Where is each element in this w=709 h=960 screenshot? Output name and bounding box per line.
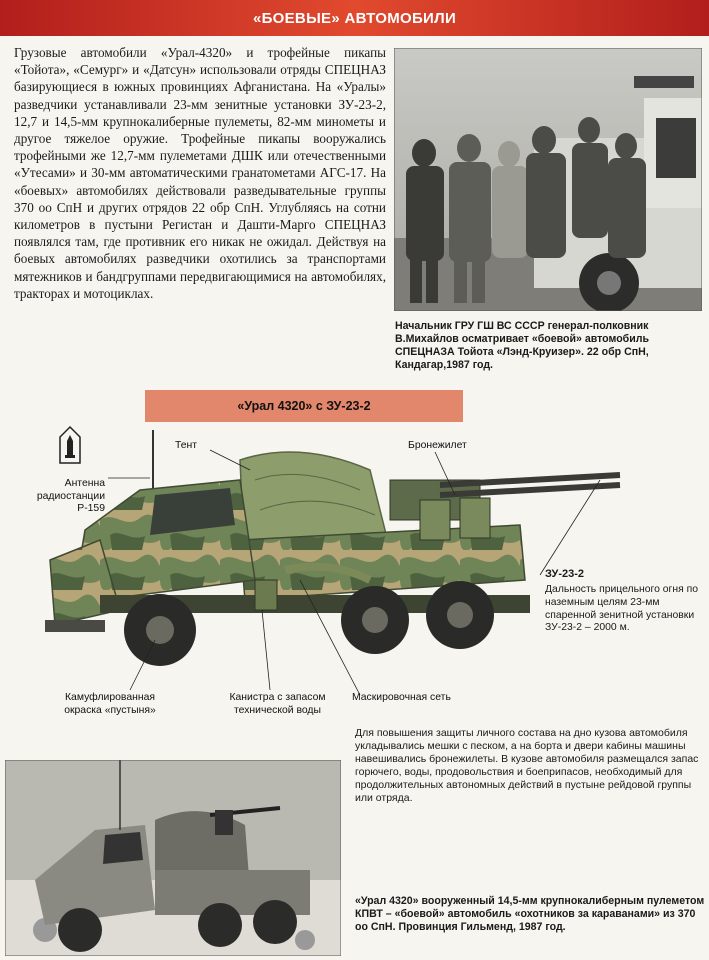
page-title: «БОЕВЫЕ» АВТОМОБИЛИ bbox=[252, 9, 457, 27]
label-tent: Тент bbox=[175, 440, 198, 451]
photo1-caption: Начальник ГРУ ГШ ВС СССР генерал-полковник В.Михайлов осматривает «боевой» автомобиль СПЕЦНАЗА Тойота «Лэнд-Круизер». 22 обр СпН, Кандагар,1987 год. bbox=[395, 320, 649, 371]
photo-general-inspection bbox=[394, 48, 702, 311]
header-bar bbox=[0, 0, 709, 36]
photo-ural-kpvt bbox=[5, 760, 341, 956]
label-zu-23-2-description: Дальность прицельного огня по наземным целям 23-мм спаренной зенитной установки ЗУ-23-2 – 2000 м. bbox=[545, 584, 698, 634]
section-banner bbox=[145, 390, 463, 422]
label-water-canister: Канистра с запасом технической воды bbox=[229, 692, 326, 716]
section-banner-title: «Урал 4320» с ЗУ-23-2 bbox=[237, 399, 371, 413]
label-antenna: Антенна радиостанции Р-159 bbox=[36, 478, 105, 514]
label-armor-vest: Бронежилет bbox=[408, 440, 467, 451]
label-camo-net: Маскировочная сеть bbox=[352, 692, 451, 703]
label-zu-23-2-title: ЗУ-23-2 bbox=[545, 568, 584, 580]
label-camouflage: Камуфлированная окраска «пустыня» bbox=[64, 692, 156, 716]
article-body-text: Грузовые автомобили «Урал-4320» и трофейные пикапы «Тойота», «Семург» и «Датсун» использовали отряды СПЕЦНАЗ базирующиеся в южных провинциях Афганистана. На «Уралы» разведчики устанавливали 23-мм зенитные установки ЗУ-23-2, 12,7 и 14,5-мм крупнокалиберные пулеметы, 82-мм минометы и другое тяжелое оружие. Трофейные пикапы вооружались трофейными же 12,7-мм пулеметами ДШК или отечественными «Утесами» и 30-мм автоматическими гранатометами АГС-17. На «боевых» автомобилях действовали разведывательные группы 370 оо СпН и других отрядов 22 обр СпН. Углубляясь на сотни километров в пустыни Регистан и Дашти-Марго СПЕЦНАЗ появлялся там, где противник его никак не ожидал. Действуя на боевых автомобилях разведчики охотились за транспортами мятежников и бандгруппами передвигающимися на автомобилях, тракторах и мотоциклах. bbox=[14, 45, 386, 301]
protection-note-text: Для повышения защиты личного состава на дно кузова автомобиля укладывались мешки с песком, а на борта и двери кабины машины навешивались бронежилеты. В кузове автомобиля размещался запас горючего, воды, продовольствия и боеприпасов, необходимый для продолжительных автономных действий в пустыне рейдовой группы или отряда. bbox=[355, 727, 699, 804]
photo-general-inspection-image bbox=[394, 48, 702, 311]
photo-ural-kpvt-image bbox=[5, 760, 341, 956]
photo2-caption: «Урал 4320» вооруженный 14,5-мм крупнокалиберным пулеметом КПВТ – «боевой» автомобиль «охотников за караванами» из 370 оо СпН. Провинция Гильменд, 1987 год. bbox=[355, 895, 705, 933]
